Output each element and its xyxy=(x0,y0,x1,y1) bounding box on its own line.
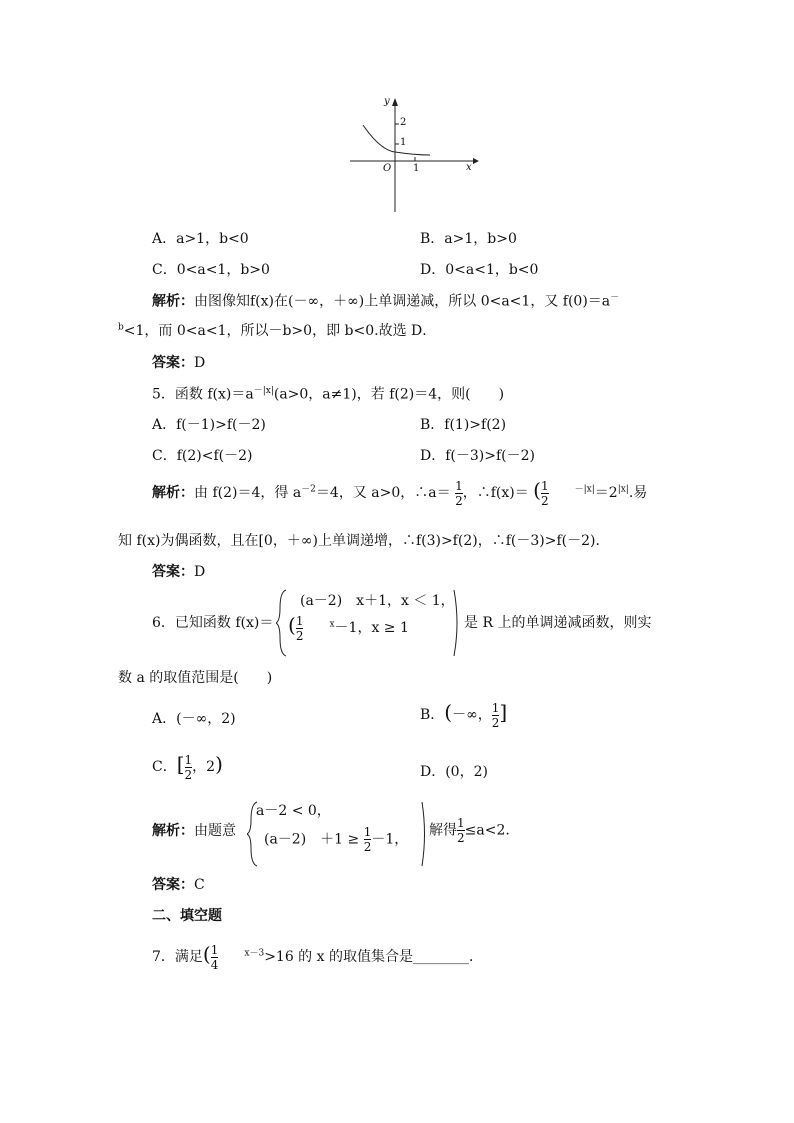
q6-left-brace xyxy=(276,588,288,658)
fraction-one-half-c: $\frac{1}{2}$ xyxy=(184,752,193,782)
q6-option-c: C．[ $\frac{1}{2}$ ，2) xyxy=(152,752,223,782)
q6-option-a: A．(－∞，2) xyxy=(152,711,236,727)
fraction-one-half-b: $\frac{1}{2}$ xyxy=(491,700,500,730)
q6-stem-line2: 数 a 的取值范围是( ) xyxy=(118,670,273,686)
q6-right-paren xyxy=(452,588,462,658)
fraction-one-half: $\frac{1}{2}$ xyxy=(455,478,463,508)
q6-solution-right-paren xyxy=(420,800,428,868)
graph-tick-1: 1 xyxy=(400,137,407,148)
q4-option-c: C．0<a<1，b>0 xyxy=(152,262,270,278)
q4-solution-line2: $^b$<1，而 0<a<1，所以－b>0，即 b<0.故选 D． xyxy=(118,322,437,339)
q6-solution: 解析：由题意 xyxy=(152,823,236,839)
q6-case1: (a－2) x＋1，x ＜ 1， xyxy=(300,593,455,609)
q5-option-d: D．f(－3)>f(－2) xyxy=(420,448,535,464)
graph-origin-label: O xyxy=(383,163,392,174)
q5-solution-line1: 解析：由 f(2)＝4，得 $a^{-2}=4$，又 a>0，∴a＝ $\frac{1}{2}$ ，∴f(x)＝ ( $\frac{1}{2}$ $^{-|x|}=2^{|x|}$.易 xyxy=(152,478,648,508)
q4-option-d: D．0<a<1，b<0 xyxy=(420,262,539,278)
fraction-one-half-sys: $\frac{1}{2}$ xyxy=(363,825,372,854)
graph-tick-x1: 1 xyxy=(413,163,420,174)
fraction-one-quarter: $\frac{1}{4}$ xyxy=(210,942,219,972)
graph-x-label: x xyxy=(466,162,472,173)
fraction-one-half-case: $\frac{1}{2}$ xyxy=(295,613,304,643)
q6-answer: 答案：C xyxy=(152,877,205,893)
graph-y-label: y xyxy=(384,96,390,107)
q6-system-row2: (a－2) ＋1 ≥ $\frac{1}{2}$ －1， xyxy=(264,825,409,854)
q5-stem: 5．函数 $f(x)=a^{-|x|}(a>0$，a≠1)，若 f(2)＝4，则( ) xyxy=(152,386,505,403)
q4-option-a: A．a>1，b<0 xyxy=(152,231,249,247)
graph-tick-2: 2 xyxy=(400,117,407,128)
q6-stem: 6．已知函数 f(x)＝ xyxy=(152,615,274,631)
q6-option-b: B．(－∞， $\frac{1}{2}$ ] xyxy=(420,700,508,730)
q5-answer: 答案：D xyxy=(152,564,206,580)
q6-case2: ( $\frac{1}{2}$ $^x$－1，x ≥ 1 xyxy=(288,613,409,643)
q5-option-b: B．f(1)>f(2) xyxy=(420,417,507,433)
q5-solution-line2: 知 f(x)为偶函数，且在[0，＋∞)上单调递增，∴f(3)>f(2)，∴f(－3)>f(－2)． xyxy=(118,533,610,549)
q6-stem-rest: 是 R 上的单调递减函数，则实 xyxy=(464,615,652,631)
exponential-graph xyxy=(345,95,480,215)
q5-option-a: A．f(－1)>f(－2) xyxy=(152,417,266,433)
section-fill-in-title: 二、填空题 xyxy=(152,908,222,924)
q5-option-c: C．f(2)<f(－2) xyxy=(152,448,253,464)
q4-solution-line1: 解析：由图像知f(x)在(－∞，＋∞)上单调递减，所以 0<a<1，又 f(0)＝a－ xyxy=(152,293,620,310)
fraction-one-half-base: $\frac{1}{2}$ xyxy=(540,478,549,508)
q7-stem: 7．满足( $\frac{1}{4}$ $^{x-3}$>16 的 x 的取值集合是________． xyxy=(152,942,483,972)
fraction-one-half-result: $\frac{1}{2}$ xyxy=(457,816,465,845)
q6-system-row1: a－2 < 0， xyxy=(256,803,331,819)
q6-option-d: D．(0，2) xyxy=(420,764,488,780)
q4-option-b: B．a>1，b>0 xyxy=(420,231,517,247)
q6-solution-result: 解得 $\frac{1}{2}$ ≤a<2. xyxy=(429,816,510,845)
q4-answer: 答案：D xyxy=(152,355,206,371)
